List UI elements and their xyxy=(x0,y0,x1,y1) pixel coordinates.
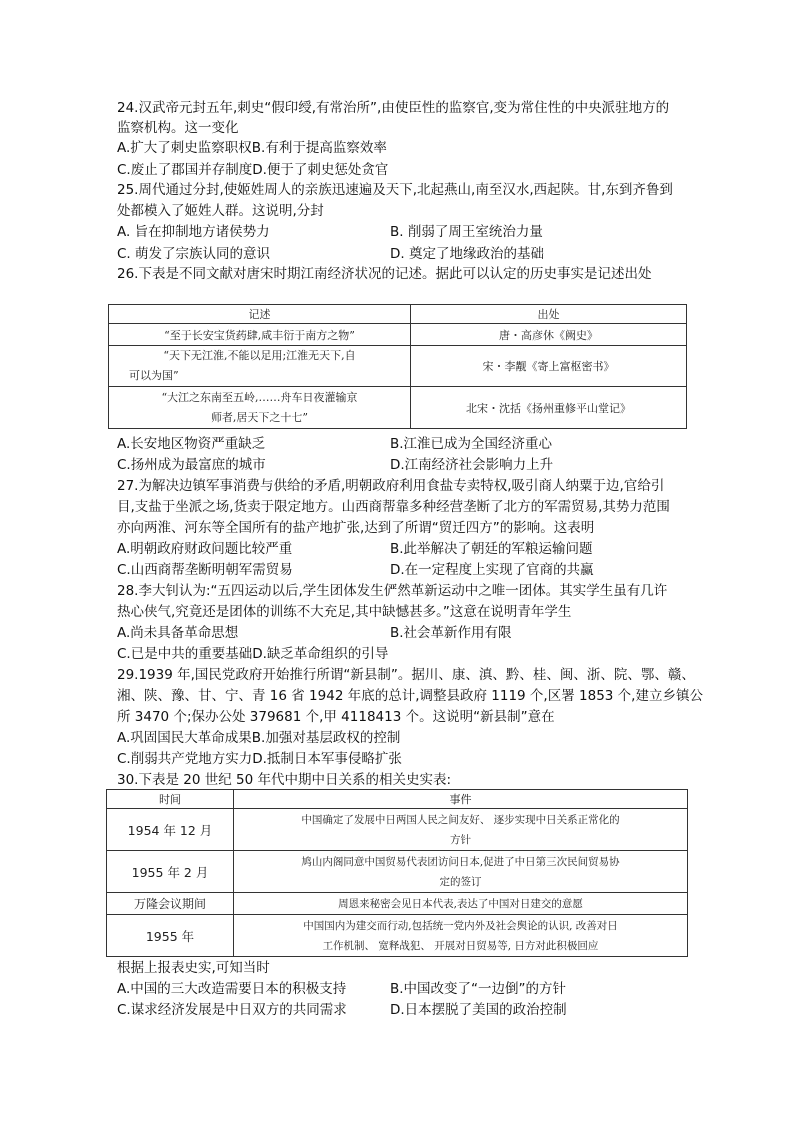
q30-row2-event: 鸠山内阁同意中国贸易代表团访问日本,促进了中日第三次民间贸易协 定的签订 xyxy=(234,851,688,893)
q25-option-a: A. 旨在抑制地方诸侯势力 xyxy=(117,224,270,240)
q26-table xyxy=(108,304,687,429)
q26-row2-source: 宋・李觏《寄上富枢密书》 xyxy=(411,346,687,387)
q28-options-cd: C.已是中共的重要基础D.缺乏革命组织的引导 xyxy=(117,646,389,662)
q24-options-cd: C.废止了郡国并存制度D.便于了刺史惩处贪官 xyxy=(117,162,389,178)
q28-stem-line2: 热心侠气,究竟还是团体的训练不大充足,其中缺憾甚多。”这意在说明青年学生 xyxy=(117,604,572,620)
q25-stem-line2: 处都模入了姬姓人群。这说明,分封 xyxy=(117,203,324,219)
q29-stem-line1: 29.1939 年,国民党政府开始推行所谓“新县制”。据川、康、滇、黔、桂、闽、浙、院、鄂、赣、 xyxy=(117,667,695,683)
q30-row4-time: 1955 年 xyxy=(107,915,234,957)
table-row xyxy=(107,809,688,851)
q30-table xyxy=(106,789,688,957)
q30-option-a: A.中国的三大改造需要日本的积极支持 xyxy=(117,981,347,997)
q30-row3-time: 万隆会议期间 xyxy=(107,893,234,915)
q30-row3-event: 周恩来秘密会见日本代表,表达了中国对日建交的意愿 xyxy=(234,893,688,915)
q25-option-d: D. 奠定了地缘政治的基础 xyxy=(390,246,544,262)
q30-table-header xyxy=(107,790,688,809)
q27-stem-line3: 亦向两淮、河东等全国所有的盐产地扩张,达到了所谓“贸迁四方”的影响。这表明 xyxy=(117,520,595,536)
q30-header-time: 时间 xyxy=(107,790,234,809)
q24-options-ab: A.扩大了刺史监察职权B.有利于提高监察效率 xyxy=(117,140,387,156)
table-row xyxy=(109,346,687,387)
q30-lead: 根据上报表史实,可知当时 xyxy=(117,960,270,976)
q26-table-header xyxy=(109,305,687,324)
q29-stem-line3: 所 3470 个;保办公处 379681 个,甲 4118413 个。这说明“新县制”意在 xyxy=(117,709,555,725)
q29-options-ab: A.巩固国民大革命成果B.加强对基层政权的控制 xyxy=(117,730,401,746)
q24-stem-line2: 监察机构。这一变化 xyxy=(117,120,239,136)
q25-option-c: C. 萌发了宗族认同的意识 xyxy=(117,246,271,262)
table-row xyxy=(107,851,688,893)
q30-row4-event: 中国国内为建交而行动,包括统一党内外及社会舆论的认识, 改善对日 工作机制、 宽释战犯、 开展对日贸易等, 日方对此积极回应 xyxy=(234,915,688,957)
q24-stem-line1: 24.汉武帝元封五年,刺史“假印绶,有常治所”,由使臣性的监察官,变为常住性的中央派驻地方的 xyxy=(117,100,670,116)
q28-option-a: A.尚未具备革命思想 xyxy=(117,625,239,641)
q30-option-c: C.谋求经济发展是中日双方的共同需求 xyxy=(117,1002,347,1018)
q26-row3-record: “大江之东南至五岭,……舟车日夜灌输京 师者,居天下之十七” xyxy=(109,387,411,429)
table-row xyxy=(107,893,688,915)
q27-option-d: D.在一定程度上实现了官商的共赢 xyxy=(390,562,594,578)
q27-option-c: C.山西商帮垄断明朝军需贸易 xyxy=(117,562,293,578)
q30-row1-time: 1954 年 12 月 xyxy=(107,809,234,851)
q27-option-b: B.此举解决了朝廷的军粮运输问题 xyxy=(390,541,593,557)
q30-option-d: D.日本摆脱了美国的政治控制 xyxy=(390,1002,567,1018)
q25-option-b: B. 削弱了周王室统治力量 xyxy=(390,224,543,240)
q30-row2-time: 1955 年 2 月 xyxy=(107,851,234,893)
q26-option-c: C.扬州成为最富庶的城市 xyxy=(117,457,266,473)
q26-option-d: D.江南经济社会影响力上升 xyxy=(390,457,554,473)
q27-option-a: A.明朝政府财政问题比较严重 xyxy=(117,541,293,557)
q27-stem-line1: 27.为解决边镇军事消费与供给的矛盾,明朝政府利用食盐专卖特权,吸引商人纳粟于边,官给引 xyxy=(117,478,665,494)
q25-stem-line1: 25.周代通过分封,使姬姓周人的亲族迅速遍及天下,北起燕山,南至汉水,西起陕。甘,东到齐鲁到 xyxy=(117,182,673,198)
q30-header-event: 事件 xyxy=(234,790,688,809)
q29-stem-line2: 湘、陕、豫、甘、宁、青 16 省 1942 年底的总计,调整县政府 1119 个,区署 1853 个,建立乡镇公 xyxy=(117,688,703,704)
q26-option-b: B.江淮已成为全国经济重心 xyxy=(390,436,553,452)
q26-row3-source: 北宋・沈括《扬州重修平山堂记》 xyxy=(411,387,687,429)
q26-header-record: 记述 xyxy=(109,305,411,324)
q28-option-b: B.社会革新作用有限 xyxy=(390,625,512,641)
q30-stem: 30.下表是 20 世纪 50 年代中期中日关系的相关史实表: xyxy=(117,772,452,788)
q26-row1-source: 唐・高彦休《阙史》 xyxy=(411,324,687,346)
q30-row1-event: 中国确定了发展中日两国人民之间友好、 逐步实现中日关系正常化的 方针 xyxy=(234,809,688,851)
table-row xyxy=(109,387,687,429)
table-row xyxy=(107,915,688,957)
q26-row1-record: “至于长安宝货药肆,咸丰衍于南方之物” xyxy=(109,324,411,346)
table-row xyxy=(109,324,687,346)
q28-stem-line1: 28.李大钊认为:“五四运动以后,学生团体发生俨然革新运动中之唯一团体。其实学生虽有几许 xyxy=(117,583,668,599)
q26-stem: 26.下表是不同文献对唐宋时期江南经济状况的记述。据此可以认定的历史事实是记述出处 xyxy=(117,266,652,282)
q26-option-a: A.长安地区物资严重缺乏 xyxy=(117,436,266,452)
q26-row2-record: “天下无江淮,不能以足用;江淮无天下,自 可以为国” xyxy=(109,346,411,387)
q27-stem-line2: 目,支盐于坐派之场,货卖于限定地方。山西商帮靠多种经营垄断了北方的军需贸易,其势力范围 xyxy=(117,499,670,515)
q26-header-source: 出处 xyxy=(411,305,687,324)
q29-options-cd: C.削弱共产党地方实力D.抵制日本军事侵略扩张 xyxy=(117,751,402,767)
q30-option-b: B.中国改变了“一边倒”的方针 xyxy=(390,981,567,997)
